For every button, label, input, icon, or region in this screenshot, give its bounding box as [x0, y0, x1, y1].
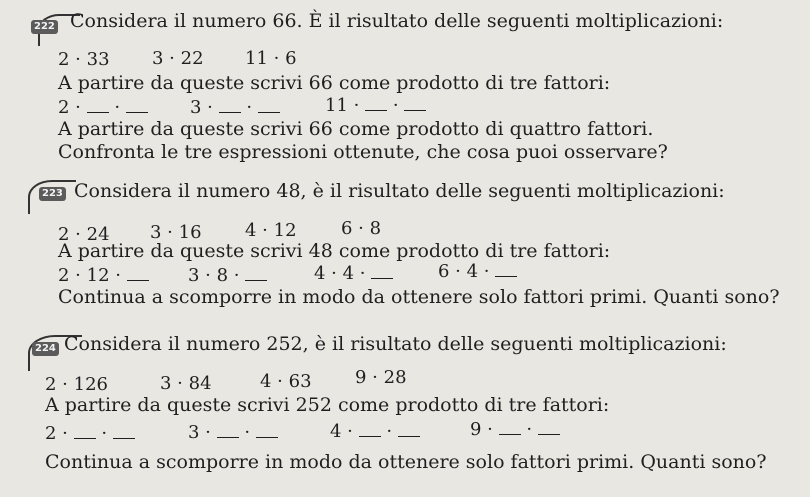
exercise-223-number: 223	[39, 187, 66, 201]
blank-dot: ·	[114, 97, 121, 118]
answer-blank[interactable]	[258, 98, 280, 113]
exercise-222-product-1: 2 · 33	[58, 49, 110, 70]
exercise-223-product-3: 4 · 12	[245, 220, 297, 241]
exercise-224-task-2: Continua a scomporre in modo da ottenere solo fattori primi. Quanti sono?	[45, 451, 767, 473]
exercise-222-blank-line-3	[325, 95, 426, 117]
answer-blank[interactable]	[398, 422, 420, 437]
exercise-224-number: 224	[32, 342, 59, 356]
exercise-223-product-1: 2 · 24	[58, 224, 110, 245]
blank-prefix: 9 ·	[470, 419, 493, 440]
answer-blank[interactable]	[371, 264, 393, 279]
answer-blank[interactable]	[217, 423, 239, 438]
exercise-223-blank-line-4	[438, 261, 517, 283]
exercise-222-product-2: 3 · 22	[152, 48, 204, 69]
answer-blank[interactable]	[219, 98, 241, 113]
exercise-224-task-1: A partire da queste scrivi 252 come prodotto di tre fattori:	[45, 394, 610, 416]
answer-blank[interactable]	[538, 420, 560, 435]
blank-dot: ·	[386, 421, 393, 442]
exercise-224-blank-line-2	[188, 422, 278, 444]
answer-blank[interactable]	[127, 266, 149, 281]
answer-blank[interactable]	[365, 96, 387, 111]
answer-blank[interactable]	[74, 424, 96, 439]
exercise-223-task-1: A partire da queste scrivi 48 come prodotto di tre fattori:	[58, 240, 611, 262]
blank-prefix: 2 ·	[45, 423, 68, 444]
exercise-222-blank-line-2	[190, 97, 280, 119]
exercise-224-product-4: 9 · 28	[355, 367, 407, 388]
exercise-222-prompt: Considera il numero 66. È il risultato delle seguenti moltiplicazioni:	[70, 10, 724, 32]
exercise-223-blank-line-2	[188, 265, 267, 287]
answer-blank[interactable]	[87, 98, 109, 113]
exercise-222-product-3: 11 · 6	[245, 48, 297, 69]
answer-blank[interactable]	[499, 420, 521, 435]
blank-prefix: 3 · 8 ·	[188, 265, 240, 286]
exercise-222-task-2: A partire da queste scrivi 66 come prodotto di quattro fattori.	[58, 118, 654, 140]
answer-blank[interactable]	[245, 266, 267, 281]
blank-prefix: 11 ·	[325, 95, 360, 116]
exercise-223-blank-line-1	[58, 265, 149, 287]
exercise-224-product-3: 4 · 63	[260, 371, 312, 392]
exercise-224-product-1: 2 · 126	[45, 374, 108, 395]
blank-dot: ·	[244, 422, 251, 443]
answer-blank[interactable]	[404, 96, 426, 111]
exercise-222-task-1: A partire da queste scrivi 66 come prodotto di tre fattori:	[58, 72, 611, 94]
exercise-224-blank-line-3	[330, 421, 420, 443]
blank-dot: ·	[246, 97, 253, 118]
blank-prefix: 2 · 12 ·	[58, 265, 121, 286]
blank-prefix: 2 ·	[58, 97, 81, 118]
blank-prefix: 3 ·	[188, 422, 211, 443]
blank-prefix: 3 ·	[190, 97, 213, 118]
exercise-223-product-2: 3 · 16	[150, 222, 202, 243]
exercise-222-task-3: Confronta le tre espressioni ottenute, che cosa puoi osservare?	[58, 141, 668, 163]
exercise-223-product-4: 6 · 8	[341, 218, 382, 239]
blank-dot: ·	[526, 419, 533, 440]
exercise-224-product-2: 3 · 84	[160, 373, 212, 394]
exercise-222-blank-line-1	[58, 97, 148, 119]
blank-prefix: 4 ·	[330, 421, 353, 442]
exercise-224-blank-line-4	[470, 419, 560, 441]
exercise-222-number: 222	[31, 20, 58, 34]
answer-blank[interactable]	[126, 98, 148, 113]
exercise-223-blank-line-3	[314, 263, 393, 285]
blank-dot: ·	[101, 423, 108, 444]
exercise-224-blank-line-1	[45, 423, 135, 445]
blank-prefix: 4 · 4 ·	[314, 263, 366, 284]
answer-blank[interactable]	[256, 423, 278, 438]
exercise-223-prompt: Considera il numero 48, è il risultato delle seguenti moltiplicazioni:	[74, 180, 725, 202]
exercise-224-prompt: Considera il numero 252, è il risultato delle seguenti moltiplicazioni:	[64, 333, 727, 355]
blank-dot: ·	[392, 95, 399, 116]
answer-blank[interactable]	[359, 422, 381, 437]
answer-blank[interactable]	[495, 262, 517, 277]
blank-prefix: 6 · 4 ·	[438, 261, 490, 282]
exercise-223-task-2: Continua a scomporre in modo da ottenere solo fattori primi. Quanti sono?	[58, 286, 780, 308]
answer-blank[interactable]	[113, 424, 135, 439]
